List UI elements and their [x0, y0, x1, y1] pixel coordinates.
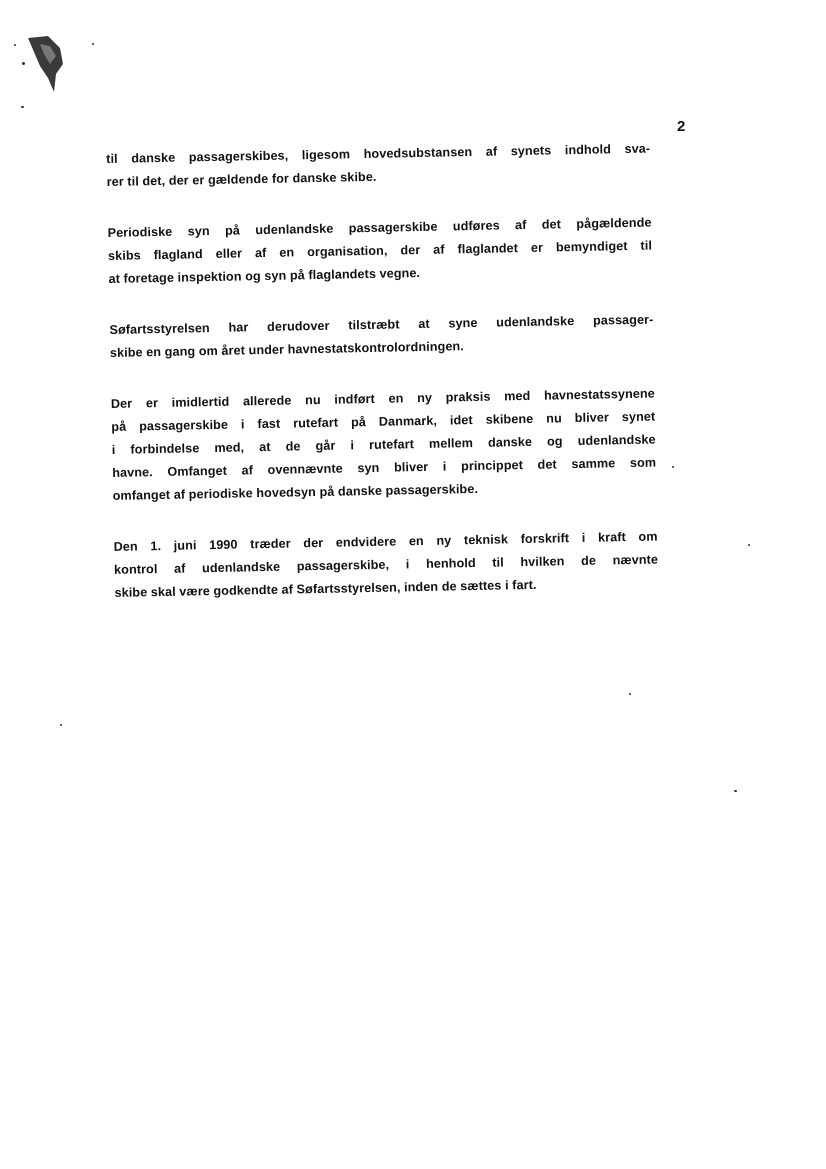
scan-speck: [14, 44, 16, 46]
text-line: i forbindelse med, at de går i rutefart mellem danske og udenlandske: [111, 432, 656, 457]
text-line: Der er imidlertid allerede nu indført en ny praksis med havnestatssynene: [110, 386, 655, 411]
text-line: skibs flagland eller af en organisation, der af flaglandet er bemyndiget til: [107, 238, 653, 263]
text-line: omfanget af periodiske hovedsyn på danske passagerskibe.: [112, 481, 479, 503]
scan-speck: [748, 544, 750, 546]
paragraph: [109, 309, 654, 365]
scan-speck: [21, 106, 24, 108]
scan-speck: [734, 790, 737, 792]
paragraph: [106, 138, 651, 194]
page-number: 2: [677, 118, 686, 135]
text-line: skibe en gang om året under havnestatskontrolordningen.: [109, 339, 465, 360]
scan-speck: [60, 724, 62, 726]
paragraph: [111, 383, 657, 508]
scan-blot-mark: [26, 34, 66, 96]
text-line: Den 1. juni 1990 træder der endvidere en ny teknisk forskrift i kraft om: [113, 529, 658, 554]
scan-speck: [92, 43, 94, 45]
text-line: Periodiske syn på udenlandske passagerskibe udføres af det pågældende: [107, 215, 652, 240]
scan-speck: [672, 466, 674, 468]
body-text: [106, 138, 659, 633]
text-line: på passagerskibe i fast rutefart på Danmark, idet skibene nu bliver synet: [111, 409, 656, 434]
paragraph: [107, 212, 652, 291]
text-line: skibe skal være godkendte af Søfartsstyrelsen, inden de sættes i fart.: [114, 577, 537, 600]
text-line: at foretage inspektion og syn på flaglandets vegne.: [108, 265, 421, 286]
text-line: Søfartsstyrelsen har derudover tilstræbt at syne udenlandske passager-: [109, 312, 654, 337]
text-line: havne. Omfanget af ovennævnte syn bliver i princippet det samme som: [112, 455, 657, 480]
text-line: rer til det, der er gældende for danske skibe.: [106, 169, 377, 189]
paragraph: [113, 525, 658, 604]
text-line: til danske passagerskibes, ligesom hovedsubstansen af synets indhold sva-: [106, 141, 651, 166]
text-line: kontrol af udenlandske passagerskibe, i henhold til hvilken de nævnte: [113, 552, 659, 577]
scan-speck: [629, 693, 631, 695]
scan-speck: [22, 62, 25, 65]
